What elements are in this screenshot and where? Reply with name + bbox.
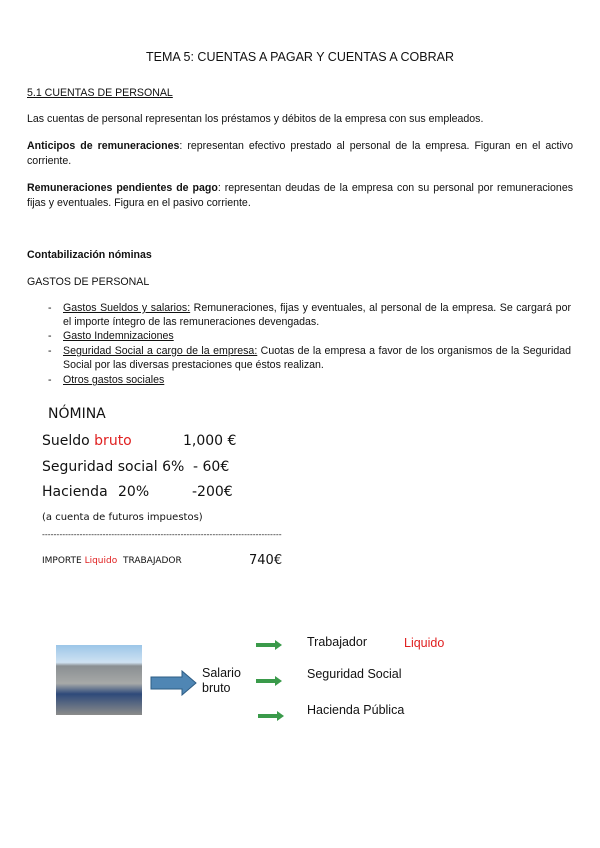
item-term: Gastos Sueldos y salarios: <box>63 302 191 314</box>
sueldo-value: 1,000 € <box>183 433 237 449</box>
item-term: Otros gastos sociales <box>63 374 165 386</box>
ss-label: Seguridad social 6% <box>42 459 185 475</box>
anticipos-paragraph <box>27 139 573 169</box>
section-heading-text: 5.1 CUENTAS DE PERSONAL <box>27 87 173 99</box>
bullet: - <box>48 345 52 357</box>
blue-arrow-icon <box>150 670 198 696</box>
nomina-sueldo <box>42 433 132 449</box>
bullet: - <box>48 374 52 386</box>
importe-value: 740€ <box>249 553 283 568</box>
salario-text: Salario <box>202 666 241 680</box>
nomina-title: NÓMINA <box>48 406 106 422</box>
list-item <box>63 374 571 388</box>
green-arrow-icon <box>256 643 276 647</box>
nomina-note: (a cuenta de futuros impuestos) <box>42 512 203 523</box>
contabilizacion-heading: Contabilización nóminas <box>27 249 152 261</box>
green-arrow-icon <box>256 679 276 683</box>
anticipos-text: : representan efectivo prestado al personal de la empresa. Figuran en el activo corriente. <box>27 140 573 167</box>
seguridad-social-label: Seguridad Social <box>307 667 402 681</box>
anticipos-term: Anticipos de remuneraciones <box>27 140 180 152</box>
remuneraciones-paragraph <box>27 181 573 211</box>
item-text: Remuneraciones, fijas y eventuales, al personal de la empresa. Se cargará por el importe íntegro de las remuneraciones devengadas. <box>63 302 571 328</box>
hacienda-publica-label: Hacienda Pública <box>307 703 405 717</box>
salario-bruto-label <box>202 666 241 696</box>
bruto-label: bruto <box>94 433 132 449</box>
building-image <box>56 645 142 715</box>
liquido-label: Liquido <box>404 636 445 650</box>
remuneraciones-text: : representan deudas de la empresa con su personal por remuneraciones fijas y eventuales. Figura en el pasivo corriente. <box>27 182 574 209</box>
hacienda-value: -200€ <box>192 484 233 500</box>
bullet: - <box>48 330 52 342</box>
trabajador-label: TRABAJADOR <box>117 556 182 566</box>
importe-label: IMPORTE <box>42 556 85 566</box>
section-heading <box>27 86 573 101</box>
importe-line <box>42 556 182 566</box>
ss-value: - 60€ <box>193 459 230 475</box>
hacienda-pct: 20% <box>118 484 150 500</box>
gastos-heading: GASTOS DE PERSONAL <box>27 276 150 288</box>
list-item <box>63 345 571 372</box>
hacienda-label: Hacienda <box>42 484 108 500</box>
sueldo-label: Sueldo <box>42 433 95 449</box>
page-title: TEMA 5: CUENTAS A PAGAR Y CUENTAS A COBRAR <box>146 50 454 64</box>
bruto-text: bruto <box>202 681 231 695</box>
remuneraciones-term: Remuneraciones pendientes de pago <box>27 182 218 194</box>
list-item <box>63 302 571 329</box>
dashed-divider: ----------------------------------------------------------------------------------- <box>42 530 282 539</box>
list-item <box>63 330 571 344</box>
bullet: - <box>48 302 52 314</box>
item-text: Cuotas de la empresa a favor de los organismos de la Seguridad Social por las diversas prestaciones que éstos realizan. <box>63 345 571 371</box>
liquido-label: Liquido <box>84 556 118 566</box>
trabajador-label: Trabajador <box>307 635 367 649</box>
intro-paragraph: Las cuentas de personal representan los préstamos y débitos de la empresa con sus empleados. <box>27 113 484 125</box>
green-arrow-icon <box>258 714 278 718</box>
item-term: Gasto Indemnizaciones <box>63 330 174 342</box>
item-term: Seguridad Social a cargo de la empresa: <box>63 345 258 357</box>
